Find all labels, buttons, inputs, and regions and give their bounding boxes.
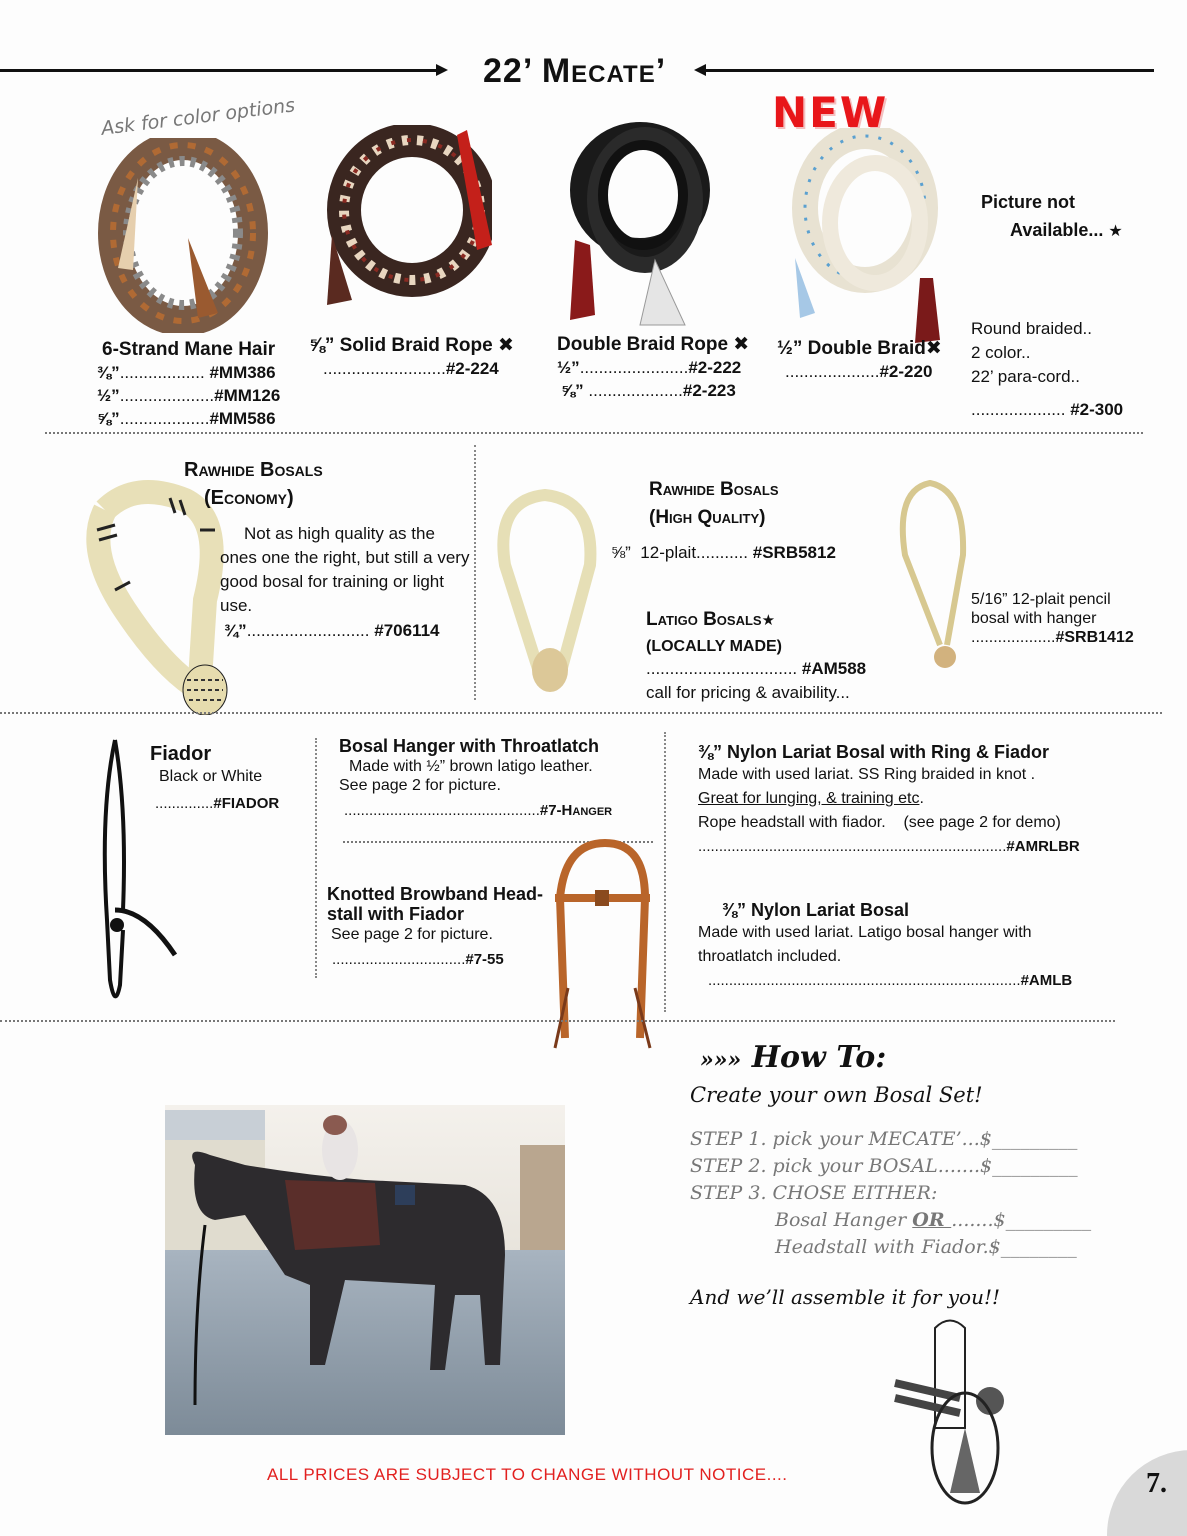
mane-hair-rope-image bbox=[98, 138, 268, 333]
browband-block: Knotted Browband Head- stall with Fiador See page 2 for picture. ................................#7-55 bbox=[327, 884, 543, 968]
product-title: Knotted Browband Head- bbox=[327, 884, 543, 904]
lariat-block: ⅜” Nylon Lariat Bosal Made with used lariat. Latigo bosal hanger with throatlatch included. ...........................................................................#AMLB bbox=[698, 900, 1073, 989]
step-1: STEP 1. pick your MECATE’...$_________ bbox=[690, 1128, 1078, 1150]
page-number: 7. bbox=[1146, 1468, 1167, 1499]
how-to-steps bbox=[690, 1126, 1091, 1261]
product-double-braid-rope bbox=[557, 333, 749, 402]
fiador-block: Fiador Black or White ..............#FIADOR bbox=[150, 743, 280, 812]
high-quality-bosal-title: Rawhide Bosals (High Quality) bbox=[649, 479, 779, 528]
how-to-title: »»» How To: bbox=[700, 1040, 887, 1075]
economy-bosal-desc: Not as high quality as the ones one the right, but still a very good bosal for training or light use. bbox=[220, 524, 470, 615]
section-divider bbox=[0, 712, 1162, 714]
x-mark-icon: ✖ bbox=[733, 334, 750, 355]
step-3-option-hanger: Bosal Hanger OR .......$_________ bbox=[775, 1209, 1092, 1231]
high-quality-price-row: ⅝” 12-plait........... #SRB5812 bbox=[611, 543, 836, 562]
horse-photo bbox=[165, 1105, 565, 1435]
product-title: stall with Fiador bbox=[327, 904, 465, 924]
vertical-divider bbox=[664, 732, 666, 1012]
white-double-braid-image bbox=[785, 128, 950, 343]
arrows-icon: »»» bbox=[700, 1047, 742, 1073]
product-title: 6-Strand Mane Hair bbox=[102, 339, 276, 360]
latigo-bosal-title: Latigo Bosals★ (LOCALLY MADE) bbox=[646, 609, 782, 655]
bosal-knot-illustration bbox=[890, 1318, 1020, 1513]
size-row: ....................#2-220 bbox=[785, 362, 933, 381]
double-braid-rope-image bbox=[555, 120, 735, 330]
size-row: ..........................#2-224 bbox=[323, 359, 499, 378]
para-cord-desc: 22’ para-cord.. bbox=[971, 367, 1080, 386]
pencil-bosal-image bbox=[895, 475, 970, 670]
product-para-cord bbox=[971, 317, 1123, 422]
product-half-double-braid bbox=[777, 337, 942, 383]
product-title: Bosal Hanger with Throatlatch bbox=[339, 736, 600, 756]
product-title: Double Braid Rope bbox=[557, 334, 729, 355]
assemble-note: And we’ll assemble it for you!! bbox=[690, 1285, 1001, 1309]
size-row: .................... #2-300 bbox=[971, 400, 1124, 419]
lariat-ring-block: ⅜” Nylon Lariat Bosal with Ring & Fiador Made with used lariat. SS Ring braided in knot . Great for lunging, & training etc. Rope headstall with fiador. (see page 2 for demo) ..........................................................................#AMRLBR bbox=[698, 742, 1080, 855]
latigo-note: call for pricing & avaibility... bbox=[646, 683, 850, 702]
product-title: ⅜” Nylon Lariat Bosal bbox=[722, 900, 910, 920]
size-row: ½”....................#MM126 bbox=[97, 386, 281, 405]
product-solid-braid bbox=[309, 334, 514, 380]
vertical-divider bbox=[474, 445, 476, 700]
section-divider bbox=[45, 432, 1143, 434]
size-row: ⅝” ....................#2-223 bbox=[561, 381, 736, 400]
pencil-bosal-text: 5/16” 12-plait pencil bosal with hanger ...................#SRB1412 bbox=[971, 591, 1134, 646]
para-cord-desc: Round braided.. bbox=[971, 319, 1092, 338]
shooting-star-icon: ★ bbox=[761, 612, 776, 629]
size-row: ⅜”.................. #MM386 bbox=[97, 363, 276, 382]
picture-not-available-text: Available... bbox=[1010, 220, 1104, 240]
hanger-block: Bosal Hanger with Throatlatch Made with ½” brown latigo leather. See page 2 for picture. ...............................................#7-Hanger bbox=[339, 736, 613, 819]
new-badge: NEW bbox=[772, 88, 889, 137]
economy-bosal-price-row: ¾”.......................... #706114 bbox=[224, 621, 440, 640]
price-notice: ALL PRICES ARE SUBJECT TO CHANGE WITHOUT NOTICE.... bbox=[267, 1465, 788, 1484]
step-3: STEP 3. CHOSE EITHER: bbox=[690, 1182, 938, 1204]
size-row: ½”.......................#2-222 bbox=[557, 358, 742, 377]
page-title: 22’ Mecate’ bbox=[483, 52, 667, 90]
picture-not-available-line2 bbox=[1010, 220, 1123, 241]
x-mark-icon: ✖ bbox=[497, 335, 514, 356]
picture-not-available-line1: Picture not bbox=[981, 192, 1076, 212]
product-title: ⅝” Solid Braid Rope bbox=[309, 335, 493, 356]
how-to-subtitle: Create your own Bosal Set! bbox=[690, 1083, 983, 1107]
vertical-divider bbox=[315, 738, 317, 978]
para-cord-desc: 2 color.. bbox=[971, 343, 1031, 362]
latigo-price-row: ................................ #AM588 bbox=[646, 659, 867, 678]
product-title: Fiador bbox=[150, 743, 212, 765]
solid-braid-rope-image bbox=[322, 125, 492, 315]
color-options-note: Ask for color options bbox=[100, 94, 297, 140]
product-title: ⅜” Nylon Lariat Bosal with Ring & Fiador bbox=[698, 742, 1050, 762]
economy-bosal-title: Rawhide Bosals (Economy) bbox=[184, 459, 323, 509]
high-quality-bosal-image bbox=[490, 485, 605, 700]
x-mark-icon: ✖ bbox=[925, 338, 942, 359]
product-title: ½” Double Braid bbox=[777, 338, 926, 359]
shooting-star-icon: ★ bbox=[1108, 223, 1123, 240]
size-row: ⅝”...................#MM586 bbox=[97, 409, 276, 428]
step-2: STEP 2. pick your BOSAL.......$_________ bbox=[690, 1155, 1078, 1177]
product-mane-hair bbox=[97, 339, 280, 430]
step-3-option-headstall: Headstall with Fiador.$________ bbox=[775, 1236, 1077, 1258]
section-divider bbox=[0, 1020, 1115, 1022]
